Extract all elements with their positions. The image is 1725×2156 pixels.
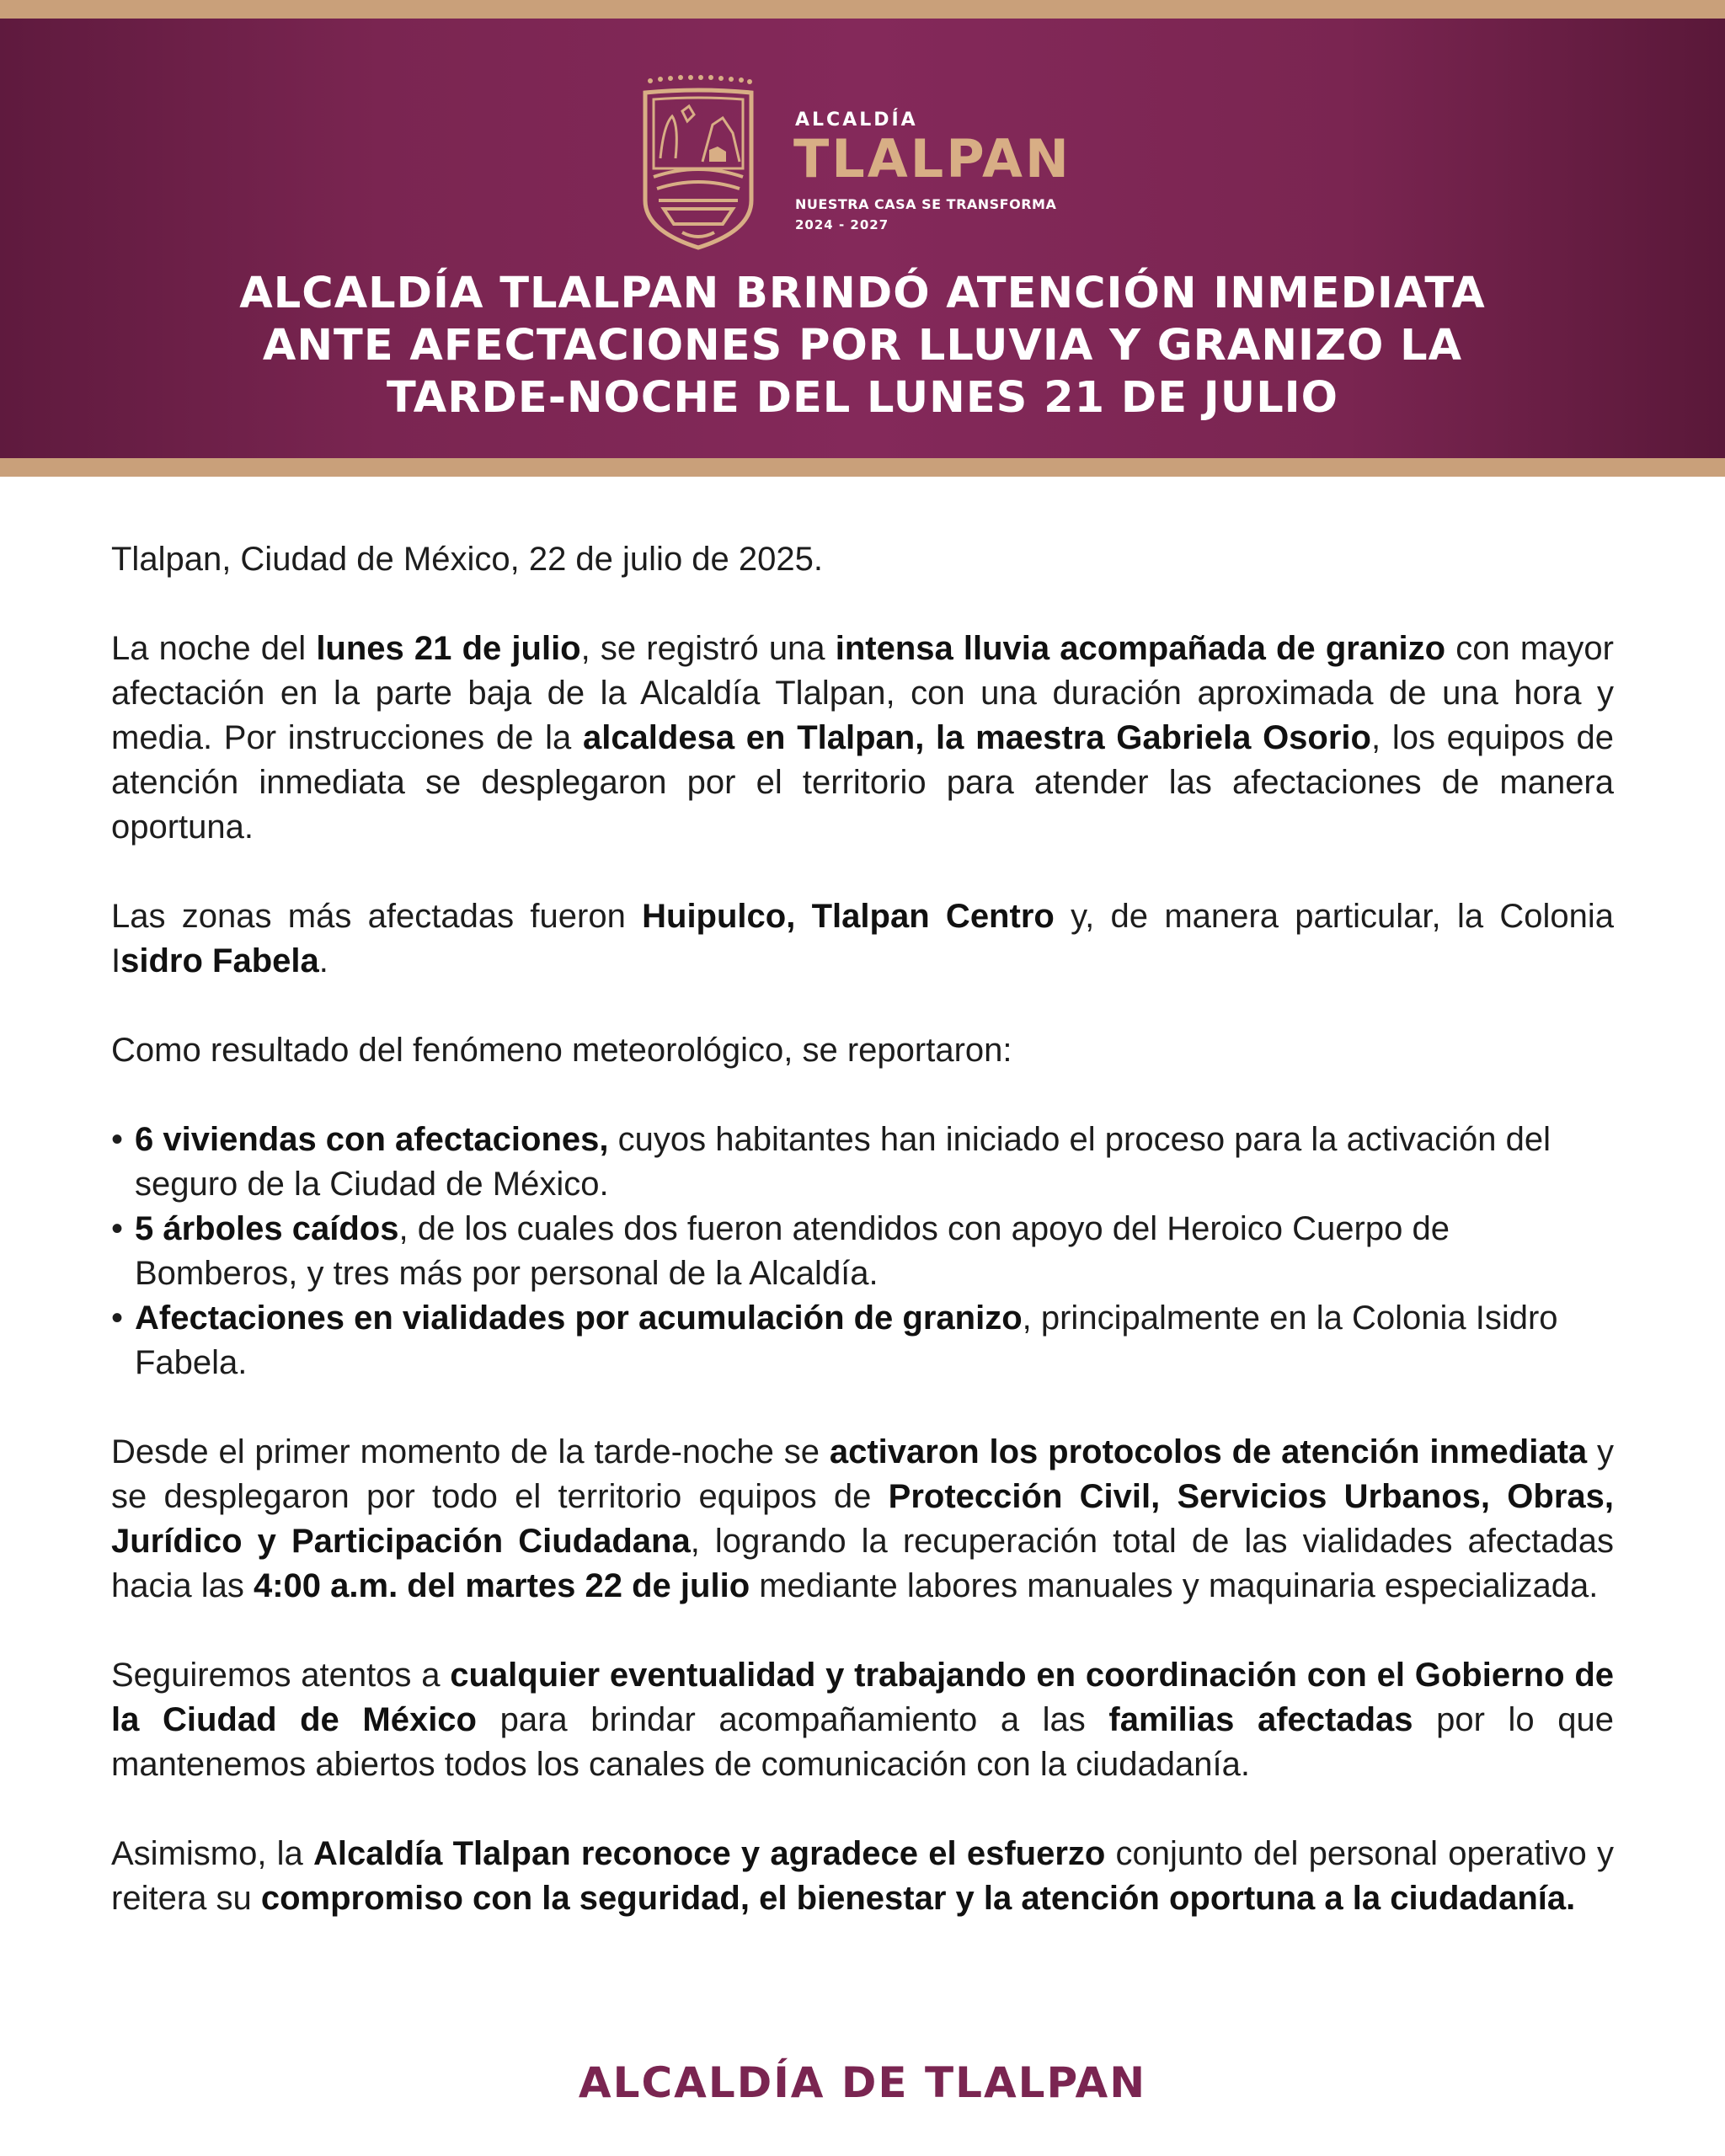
bullet-icon: • bbox=[111, 1299, 124, 1337]
header-banner bbox=[0, 0, 1725, 477]
footer-signature: ALCALDÍA DE TLALPAN bbox=[578, 2058, 1147, 2107]
paragraph-5: Seguiremos atentos a cualquier eventualidad y trabajando en coordinación con el Gobierno de la Ciudad de México para brindar acompañamiento a las familias afectadas por lo que mantenemos abiertos todos los canales de comunicación con la ciudadanía. bbox=[111, 1657, 1615, 1783]
paragraph-3: Como resultado del fenómeno meteorológico, se reportaron: bbox=[111, 1032, 1012, 1069]
list-item: • 6 viviendas con afectaciones, cuyos habitantes han iniciado el proceso para la activación del seguro de la Ciudad de México. bbox=[111, 1118, 1614, 1207]
alcaldia-logo bbox=[638, 59, 1093, 261]
list-item: • 5 árboles caídos, de los cuales dos fueron atendidos con apoyo del Heroico Cuerpo de Bomberos, y tres más por personal de la Alcaldía. bbox=[111, 1207, 1614, 1296]
tlalpan-emblem-icon bbox=[638, 74, 758, 251]
brand-small-text: ALCALDÍA bbox=[795, 109, 918, 131]
list-item: • Afectaciones en vialidades por acumulación de granizo, principalmente en la Colonia Isidro Fabela. bbox=[111, 1296, 1614, 1385]
header-background bbox=[0, 19, 1725, 458]
brand-years: 2024 - 2027 bbox=[795, 217, 889, 232]
headline-line: TARDE-NOCHE DEL LUNES 21 DE JULIO bbox=[386, 373, 1339, 423]
headline bbox=[84, 268, 1641, 424]
brand-motto: NUESTRA CASA SE TRANSFORMA bbox=[795, 196, 1057, 212]
press-release-body bbox=[111, 537, 1614, 1921]
headline-line: ALCALDÍA TLALPAN BRINDÓ ATENCIÓN INMEDIATA bbox=[239, 269, 1486, 318]
brand-block bbox=[795, 109, 1071, 232]
paragraph-4: Desde el primer momento de la tarde-noche se activaron los protocolos de atención inmediata y se desplegaron por todo el territorio equipos de Protección Civil, Servicios Urbanos, Obras, Jurídico y Participación Ciudadana, logrando la recuperación total de las vialidades afectadas hacia las 4:00 a.m. del martes 22 de julio mediante labores manuales y maquinaria especializada. bbox=[111, 1433, 1614, 1604]
paragraph-1: La noche del lunes 21 de julio, se registró una intensa lluvia acompañada de granizo con mayor afectación en la parte baja de la Alcaldía Tlalpan, con una duración aproximada de una hora y media. Por instrucciones de la alcaldesa en Tlalpan, la maestra Gabriela Osorio, los equipos de atención inmediata se desplegaron por el territorio para atender las afectaciones de manera oportuna. bbox=[111, 630, 1614, 846]
paragraph-2: Las zonas más afectadas fueron Huipulco, Tlalpan Centro y, de manera particular, la Colonia Isidro Fabela. bbox=[111, 898, 1615, 979]
bullet-icon: • bbox=[111, 1210, 124, 1247]
report-list bbox=[111, 1118, 1614, 1385]
headline-line: ANTE AFECTACIONES POR LLUVIA Y GRANIZO LA bbox=[262, 321, 1463, 371]
dateline: Tlalpan, Ciudad de México, 22 de julio de 2025. bbox=[111, 541, 823, 578]
paragraph-6: Asimismo, la Alcaldía Tlalpan reconoce y agradece el esfuerzo conjunto del personal operativo y reitera su compromiso con la seguridad, el bienestar y la atención oportuna a la ciudadanía. bbox=[111, 1835, 1614, 1917]
brand-name: TLALPAN bbox=[793, 128, 1071, 189]
bullet-icon: • bbox=[111, 1121, 124, 1158]
